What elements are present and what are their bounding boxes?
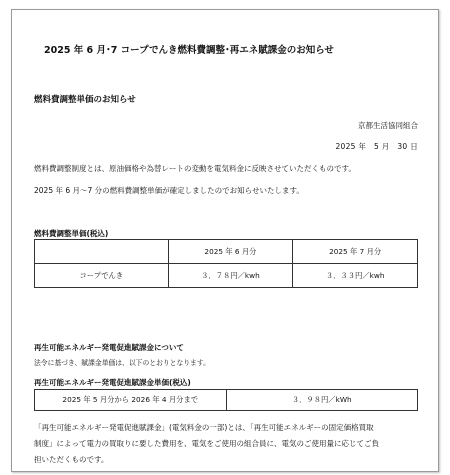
footer-line: 担いただくものです。 [34,455,109,464]
table-cell: ３．９８円／kWh [226,390,418,411]
page-title: 2025 年 6 月･7 コープでんき燃料費調整･再エネ賦課金のお知らせ [44,45,334,56]
table-cell: ３．７８円／kwh [168,264,293,288]
table-cell: ３．３３円／kwh [293,264,418,288]
footer-line: 「再生可能エネルギー発電促進賦課金」(電気料金の一部)とは、「再生可能エネルギーの固定価格買取 [34,423,374,432]
footer-line: 制度」によって電力の買取りに要した費用を、電気をご使用の組合員に、電気のご使用量に応じてご負 [34,439,379,448]
table-header-cell: 2025 年 7 月分 [293,240,418,264]
table-row [35,390,418,411]
renewable-note: 法令に基づき、賦課金単価は、以下のとおりとなります。 [34,359,210,367]
renewable-table-title: 再生可能エネルギー発電促進賦課金単価(税込) [34,378,191,387]
fuel-adjustment-table [34,239,418,288]
renewable-surcharge-table [34,389,418,411]
table-cell: コープでんき [35,264,169,288]
table-header-cell [35,240,169,264]
paragraph-fuel-confirmed: 2025 年 6 月～7 分の燃料費調整単価が確定しましたのでお知らせいたします。 [34,186,304,195]
table-header-cell: 2025 年 6 月分 [168,240,293,264]
table-cell: 2025 年 5 月分から 2026 年 4 月分まで [35,390,227,411]
document-page [11,9,439,472]
organization-name: 京都生活協同組合 [358,121,418,130]
fuel-table-title: 燃料費調整単価(税込) [34,229,109,238]
notice-date: 2025 年 5 月 30 日 [335,142,418,151]
table-header-row [35,240,418,264]
section-heading-fuel-notice: 燃料費調整単価のお知らせ [34,95,136,105]
paragraph-fuel-definition: 燃料費調整制度とは、原油価格や為替レートの変動を電気料金に反映させていただくものです。 [34,164,356,173]
table-row [35,264,418,288]
section-heading-renewable: 再生可能エネルギー発電促進賦課金について [34,343,184,352]
